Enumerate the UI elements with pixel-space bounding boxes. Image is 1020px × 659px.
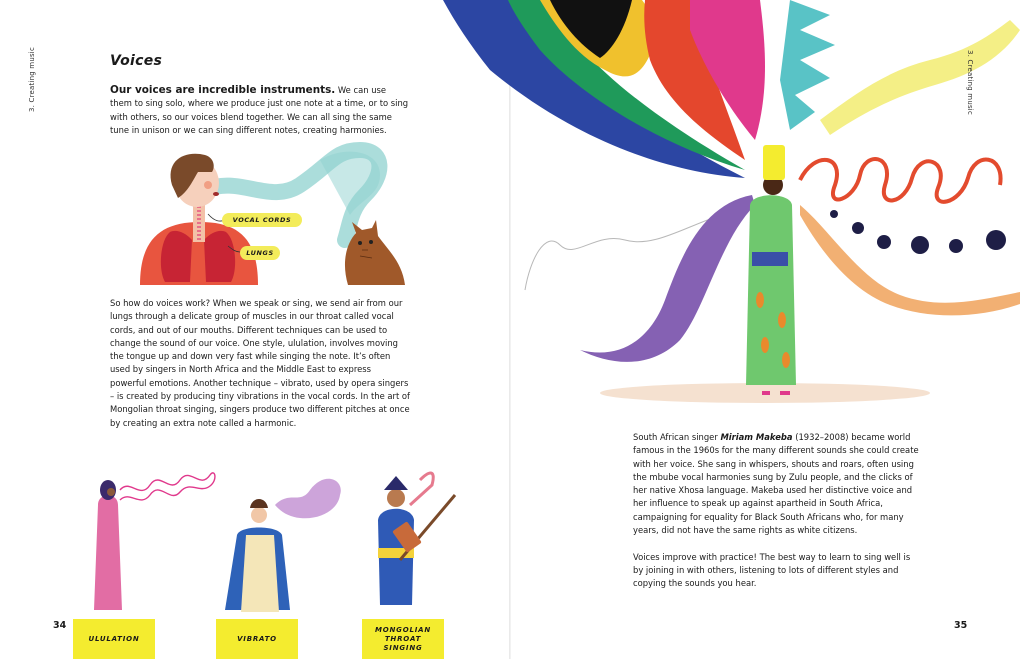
label-lungs: LUNGS xyxy=(240,246,280,260)
page-number-right: 35 xyxy=(954,620,968,631)
right-text-block xyxy=(633,431,923,604)
plinth-ululation: ULULATION xyxy=(73,619,155,659)
page-number-left: 34 xyxy=(53,620,67,631)
body-paragraph: So how do voices work? When we speak or sing, we send air from our lungs through a delicate group of muscles in our throat called vocal cords, and out of our mouths. Different techniques can be used to change the sound of our voice. One style, ululation, involves moving the tongue up and down very fast while singing the note. It’s often used by singers in North Africa and the Middle East to express powerful emotions. Another technique – vibrato, used by opera singers – is created by producing tiny vibrations in the vocal cords. In the art of Mongolian throat singing, singers produce two different pitches at once by creating an extra note called a harmonic. xyxy=(110,298,410,428)
para1-pre: South African singer xyxy=(633,432,721,442)
chapter-side-label: 3. Creating music xyxy=(966,50,974,116)
para1-post: (1932–2008) became world famous in the 1960s for the many different sounds she could create with her voice. She sang in whispers, shouts and roars, often using the mbube vocal harmonies sung by Zulu people, and the clicks of her native Xhosa language. Makeba used her distinctive voice and her influence to speak up against apartheid in South Africa, campaigning for equality for Black South Africans who, for many years, did not have the same rights as white citizens. xyxy=(633,432,919,536)
plinth-mongolian-throat-singing: MONGOLIAN THROAT SINGING xyxy=(362,619,444,659)
page-title: Voices xyxy=(110,53,163,69)
chapter-side-label: 3. Creating music xyxy=(28,46,36,112)
plinth-vibrato: VIBRATO xyxy=(216,619,298,659)
right-page xyxy=(511,0,1020,659)
label-vocal-cords: VOCAL CORDS xyxy=(222,213,302,227)
makeba-paragraph xyxy=(633,431,923,537)
practice-paragraph: Voices improve with practice! The best way to learn to sing well is by joining in with others, listening to lots of different styles and copying the sounds you hear. xyxy=(633,551,911,589)
intro-rest: We can use them to sing solo, where we produce just one note at a time, or to sing with others, so our voices blend together. We can all sing the same tune in unison or we can sing different notes, creating harmonies. xyxy=(110,85,409,135)
intro-lead: Our voices are incredible instruments. xyxy=(110,84,336,96)
singer-name: Miriam Makeba xyxy=(720,432,793,442)
